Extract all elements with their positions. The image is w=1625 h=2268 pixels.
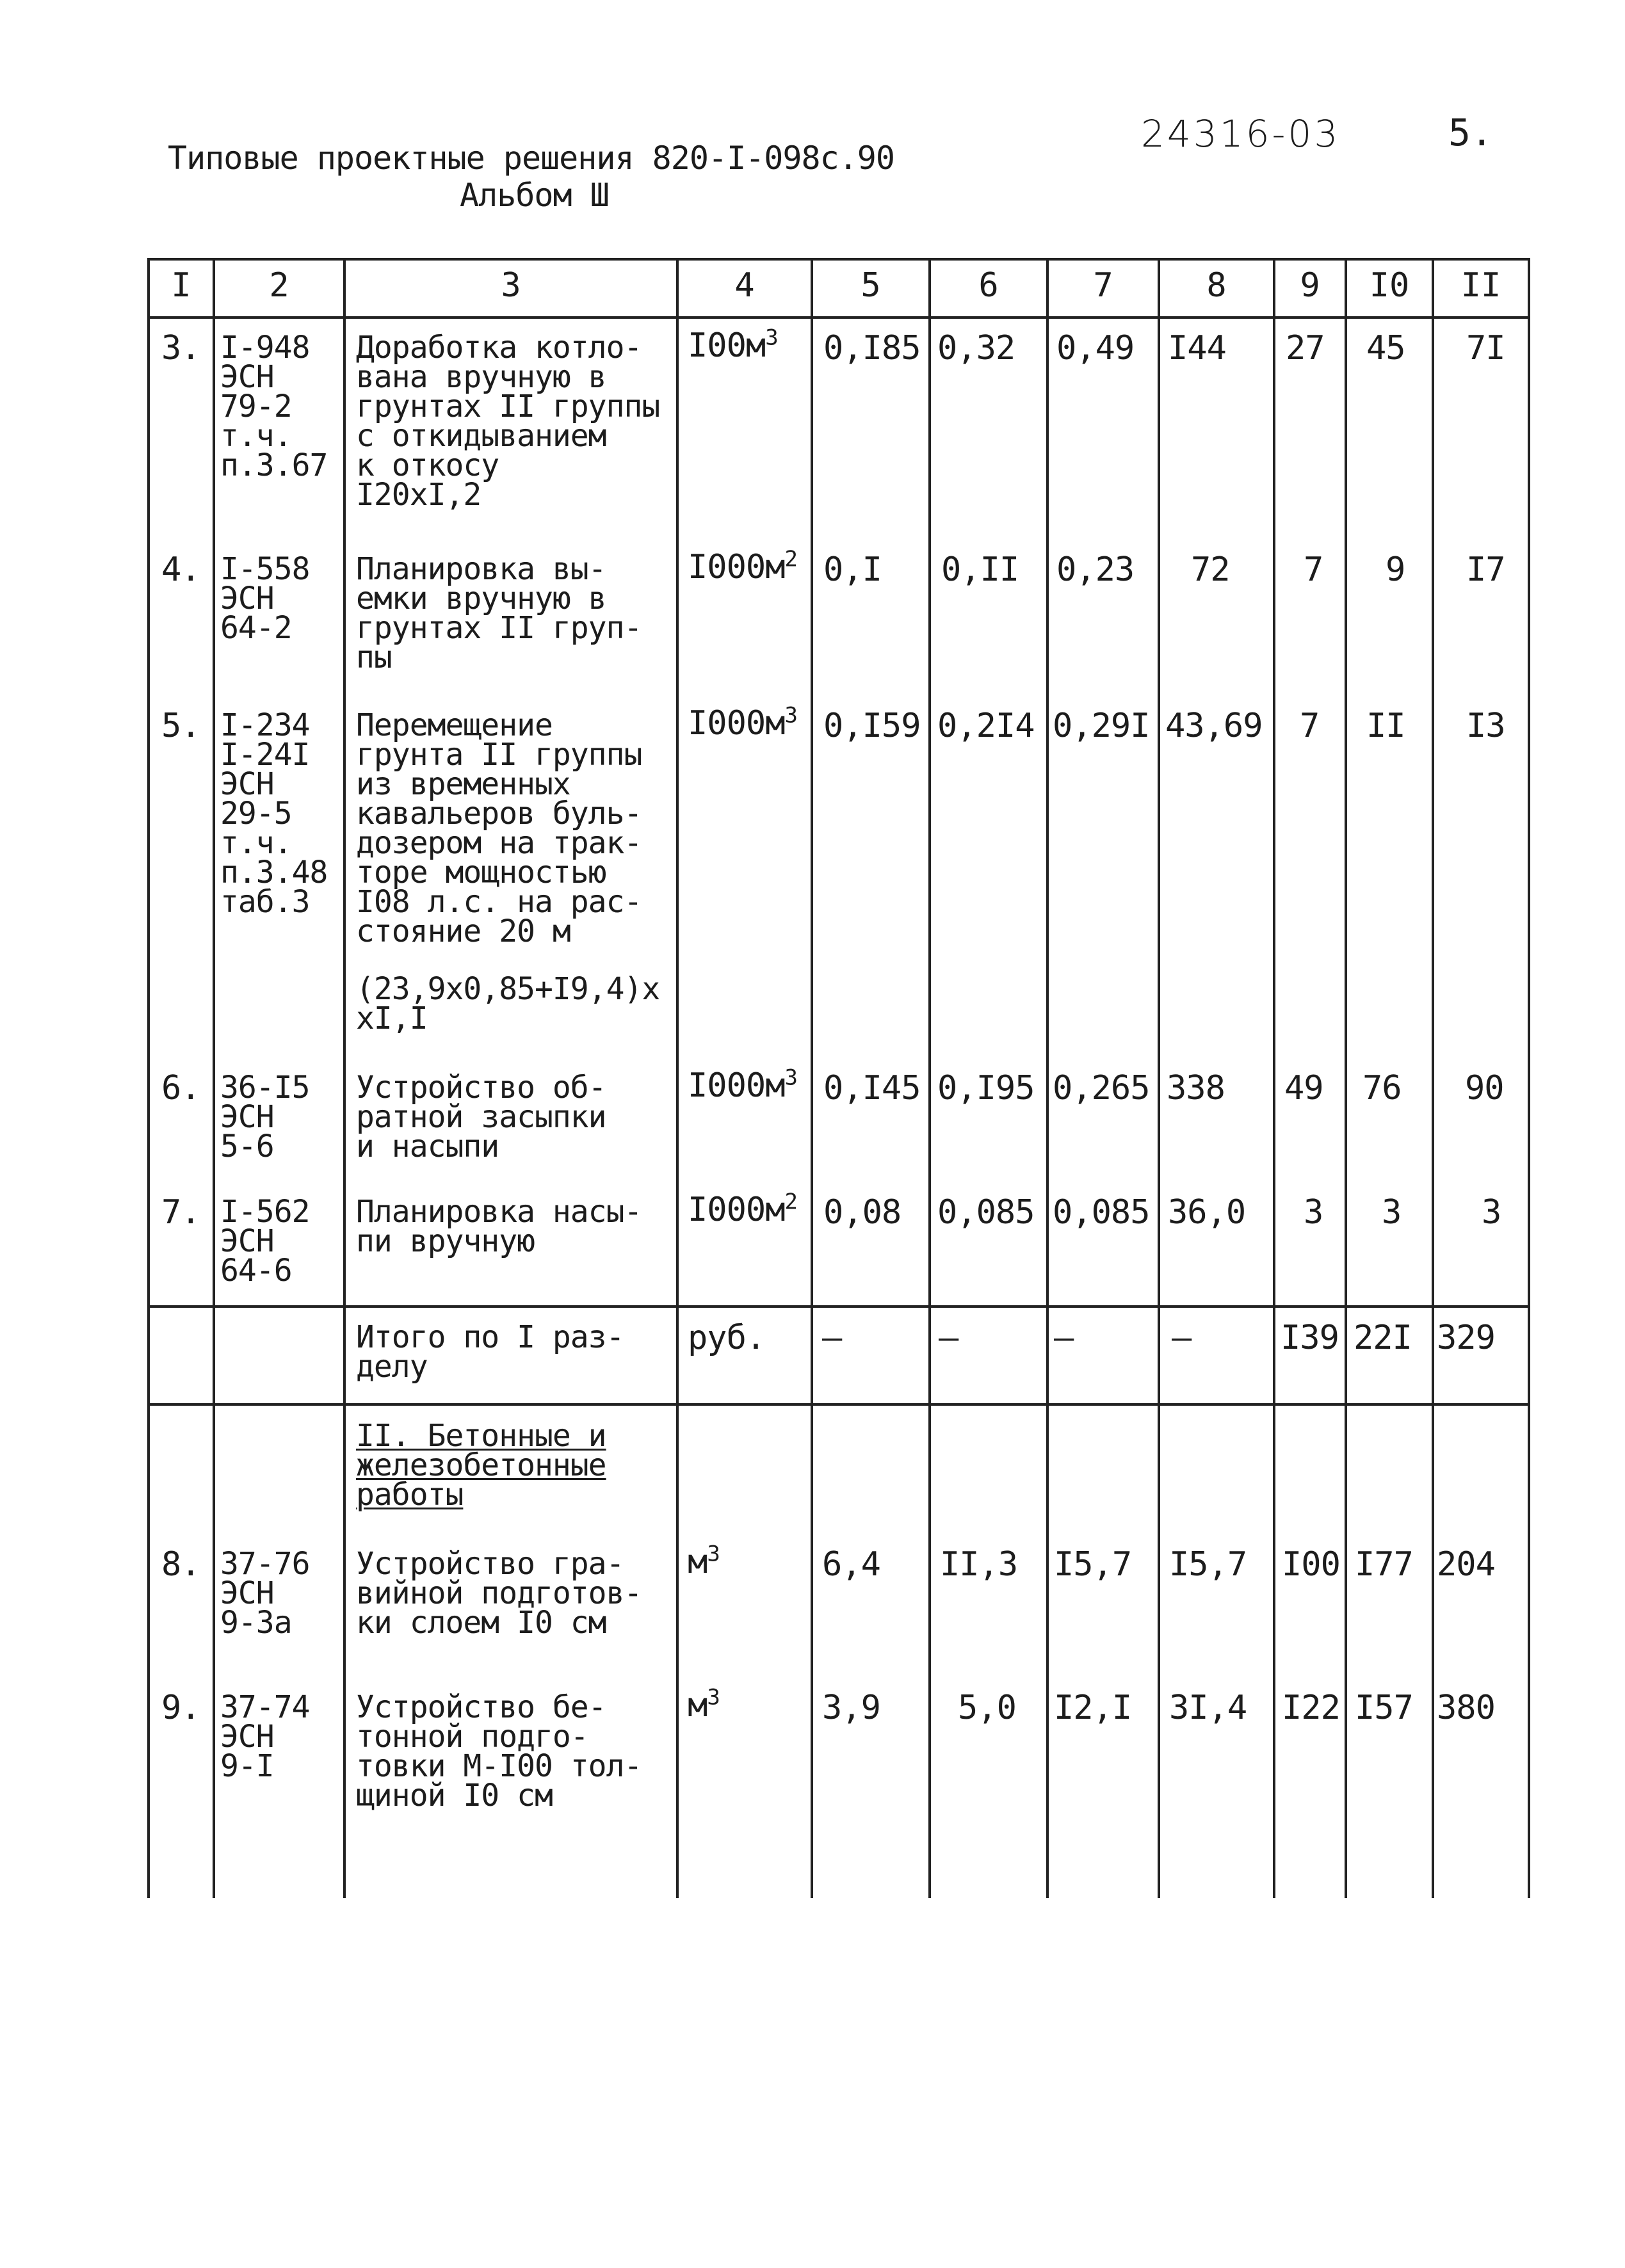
value-col7: – — [1054, 1319, 1074, 1357]
value-col7: 0,29I — [1053, 707, 1150, 745]
total-label: Итого по I раз- делу — [356, 1319, 624, 1385]
value-col5: – — [822, 1319, 842, 1357]
value-col9: 7 — [1304, 551, 1323, 589]
value-col11: 380 — [1437, 1689, 1495, 1727]
value-col8: 36,0 — [1168, 1193, 1246, 1232]
value-col10: 9 — [1386, 551, 1405, 589]
value-col8: 3I,4 — [1169, 1689, 1247, 1727]
column-divider — [1345, 258, 1347, 1898]
value-col11: 329 — [1437, 1319, 1495, 1357]
column-divider — [676, 258, 679, 1898]
value-col9: 3 — [1304, 1193, 1323, 1232]
document-title: Типовые проектные решения 820-I-098с.90 — [168, 140, 894, 177]
column-header: 6 — [978, 266, 999, 305]
row-number: 9. — [161, 1689, 200, 1727]
header-row-divider — [149, 316, 1530, 319]
work-description: Устройство гра- вийной подготов- ки слоем I0 см — [356, 1546, 642, 1641]
unit: $м^3$ — [688, 1541, 720, 1581]
value-col11: I3 — [1466, 707, 1505, 745]
album-label: Альбом Ш — [460, 177, 609, 214]
unit: $м^3$ — [688, 1684, 720, 1725]
value-col5: 0,I59 — [823, 707, 921, 745]
unit: $I000м^2$ — [688, 546, 798, 586]
norm-code: I-562 ЭСН 64-6 — [220, 1194, 310, 1289]
value-col9: I00 — [1282, 1545, 1340, 1584]
page-number: 5. — [1448, 111, 1493, 154]
column-header: II — [1460, 266, 1501, 305]
value-col11: 7I — [1466, 329, 1505, 367]
value-col5: 6,4 — [822, 1545, 880, 1584]
value-col6: 0,32 — [937, 329, 1015, 367]
value-col5: 0,08 — [823, 1193, 901, 1232]
unit: $I000м^2$ — [688, 1189, 798, 1229]
value-col5: 3,9 — [822, 1689, 880, 1727]
value-col6: 0,I95 — [937, 1069, 1035, 1107]
total-unit: руб. — [688, 1319, 766, 1357]
column-divider — [343, 258, 346, 1898]
volume-formula: (23,9х0,85+I9,4)х хI,I — [356, 971, 660, 1036]
column-divider — [811, 258, 813, 1898]
total-row-bottom-border — [149, 1403, 1530, 1406]
value-col5: 0,I — [823, 551, 882, 589]
value-col7: 0,085 — [1053, 1193, 1150, 1232]
value-col11: 3 — [1482, 1193, 1501, 1232]
value-col8: 43,69 — [1165, 707, 1263, 745]
value-col8: I44 — [1168, 329, 1226, 367]
total-row-top-border — [149, 1305, 1530, 1308]
column-header: 9 — [1300, 266, 1320, 305]
value-col7: 0,23 — [1056, 551, 1135, 589]
value-col9: I39 — [1281, 1319, 1339, 1357]
column-divider — [1158, 258, 1160, 1898]
value-col8: – — [1172, 1319, 1192, 1357]
unit: $I000м^3$ — [688, 1065, 798, 1105]
unit: $I00м^3$ — [688, 325, 778, 365]
value-col9: 49 — [1284, 1069, 1323, 1107]
column-divider — [1273, 258, 1275, 1898]
norm-code: 37-74 ЭСН 9-I — [220, 1689, 310, 1784]
value-col7: 0,265 — [1053, 1069, 1150, 1107]
value-col10: 22I — [1354, 1319, 1412, 1357]
value-col10: I77 — [1355, 1545, 1413, 1584]
value-col9: 27 — [1286, 329, 1325, 367]
value-col7: 0,49 — [1056, 329, 1135, 367]
norm-code: I-234 I-24I ЭСН 29-5 т.ч. п.3.48 таб.3 — [220, 707, 328, 920]
value-col6: – — [939, 1319, 958, 1357]
value-col11: 90 — [1465, 1069, 1504, 1107]
value-col8: 72 — [1191, 551, 1230, 589]
norm-code: I-948 ЭСН 79-2 т.ч. п.3.67 — [220, 330, 328, 483]
column-divider — [1432, 258, 1434, 1898]
column-header: 5 — [861, 266, 881, 305]
table-left-border — [147, 258, 150, 1898]
table-top-border — [149, 258, 1530, 261]
document-code: 24316-03 — [1141, 112, 1341, 156]
value-col6: 0,II — [941, 551, 1019, 589]
norm-code: 37-76 ЭСН 9-3а — [220, 1546, 310, 1641]
row-number: 7. — [161, 1193, 200, 1232]
section-title: II. Бетонные и железобетонные работы — [356, 1418, 606, 1513]
work-description: Планировка насы- пи вручную — [356, 1194, 642, 1259]
row-number: 8. — [161, 1545, 200, 1584]
value-col9: 7 — [1300, 707, 1320, 745]
column-header: 4 — [734, 266, 755, 305]
value-col11: 204 — [1437, 1545, 1495, 1584]
column-divider — [928, 258, 931, 1898]
value-col7: I5,7 — [1054, 1545, 1132, 1584]
value-col6: 5,0 — [958, 1689, 1016, 1727]
value-col10: 76 — [1362, 1069, 1402, 1107]
value-col10: 45 — [1366, 329, 1405, 367]
value-col7: I2,I — [1054, 1689, 1132, 1727]
column-header: 2 — [269, 266, 289, 305]
value-col10: 3 — [1382, 1193, 1402, 1232]
row-number: 6. — [161, 1069, 200, 1107]
value-col6: II,3 — [940, 1545, 1018, 1584]
value-col9: I22 — [1282, 1689, 1340, 1727]
row-number: 5. — [161, 707, 200, 745]
column-divider — [213, 258, 215, 1898]
row-number: 3. — [161, 329, 200, 367]
work-description: Устройство об- ратной засыпки и насыпи — [356, 1070, 606, 1164]
column-header: I0 — [1369, 266, 1410, 305]
work-description: Планировка вы- емки вручную в грунтах II груп- пы — [356, 551, 642, 675]
column-header: I — [171, 266, 191, 305]
column-divider — [1046, 258, 1049, 1898]
column-header: 7 — [1093, 266, 1113, 305]
table-right-border — [1528, 258, 1530, 1898]
work-description: Устройство бе- тонной подго- товки М-I00 тол- щиной I0 см — [356, 1689, 642, 1814]
column-header: 3 — [501, 266, 521, 305]
value-col11: I7 — [1466, 551, 1505, 589]
norm-code: I-558 ЭСН 64-2 — [220, 551, 310, 646]
value-col5: 0,I85 — [823, 329, 921, 367]
work-description: Доработка котло- вана вручную в грунтах II группы с откидыванием к откосу I20хI,2 — [356, 330, 660, 513]
row-number: 4. — [161, 551, 200, 589]
value-col5: 0,I45 — [823, 1069, 921, 1107]
value-col6: 0,2I4 — [937, 707, 1035, 745]
value-col6: 0,085 — [937, 1193, 1035, 1232]
value-col10: I57 — [1355, 1689, 1413, 1727]
unit: $I000м^3$ — [688, 702, 798, 743]
column-header: 8 — [1206, 266, 1227, 305]
value-col8: 338 — [1167, 1069, 1225, 1107]
value-col10: II — [1366, 707, 1405, 745]
norm-code: 36-I5 ЭСН 5-6 — [220, 1070, 310, 1164]
work-description: Перемещение грунта II группы из временных кавальеров буль- дозером на трак- торе мощностью I08 л.с. на рас- стояние 20 м — [356, 707, 642, 949]
value-col8: I5,7 — [1169, 1545, 1247, 1584]
